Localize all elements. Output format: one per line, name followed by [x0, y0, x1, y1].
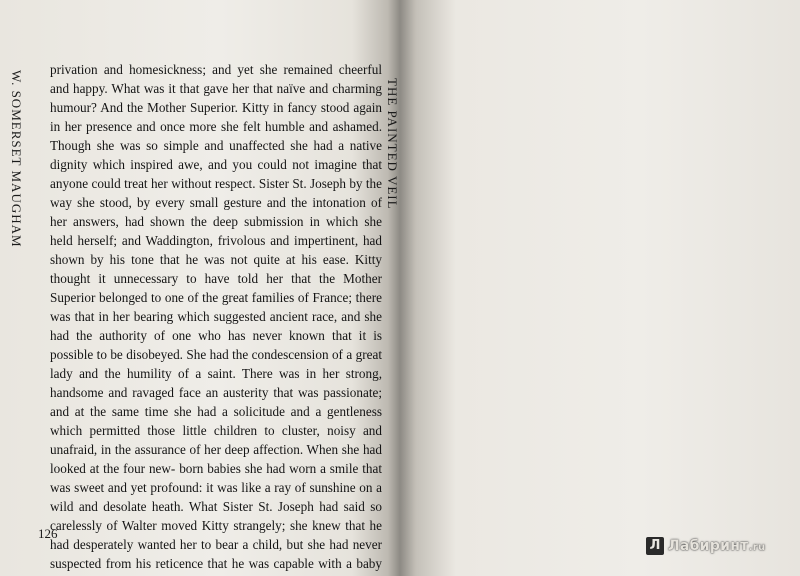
right-running-head: THE PAINTED VEIL: [385, 78, 400, 210]
text-line: charming humour? And the Mother Superior. Kitty in fancy: [50, 81, 382, 115]
left-page-number: 126: [38, 526, 58, 541]
text-line: she had a native dignity which inspired awe, and you could: [50, 138, 382, 172]
text-line: profound: it was like a ray of sunshine on a wild and desolate: [50, 480, 383, 514]
text-line: frivolous and impertinent, had shown by his tone that he: [50, 233, 383, 267]
left-page-text: [50, 60, 382, 576]
text-line: submission in which she held herself; and Waddington,: [50, 214, 383, 248]
text-line: and the intonation of her answers, had shown the deep: [50, 195, 382, 229]
text-line: stood again in her presence and once more she felt humble: [50, 100, 382, 134]
left-paragraph: [50, 60, 382, 576]
right-page: [400, 0, 800, 576]
text-line: privation and homesickness; and yet she remained cheerful: [50, 62, 382, 77]
text-line: the great families of France; there was that in her bearing: [50, 290, 382, 324]
text-line: have told her that the Mother Superior belonged to one of: [50, 271, 382, 305]
watermark-domain: .ru: [748, 542, 766, 553]
text-line: of her deep affection. When she had looked at the four new-: [50, 442, 382, 476]
watermark-text: [668, 538, 765, 554]
text-line: born babies she had worn a smile that was sweet and yet: [50, 461, 383, 495]
left-running-head: W. SOMERSET MAUGHAM: [9, 70, 24, 248]
watermark-logo-icon: Л: [646, 537, 664, 555]
text-line: suspected from his reticence that he was capable with a: [50, 556, 352, 571]
text-line: baby: [356, 556, 382, 571]
text-line: and happy. What was it that gave her that naïve and: [50, 81, 329, 96]
text-line: heath. What Sister St. Joseph had said so carelessly of: [50, 499, 382, 533]
text-line: desperately wanted her to bear a child, but she had never: [73, 537, 382, 552]
text-line: face an austerity that was passionate; and at the same time: [50, 385, 382, 419]
text-line: little children to cluster, noisy and unafraid, in the assurance: [50, 423, 382, 457]
text-line: She had the condescension of a great lady and the humility of: [50, 347, 383, 381]
text-line: not imagine that anyone could treat her without respect.: [50, 157, 383, 191]
text-line: was not quite at his ease. Kitty thought it unnecessary to: [50, 252, 382, 286]
watermark-name: Лабиринт: [668, 538, 749, 554]
text-line: she had a solicitude and a gentleness which permitted those: [50, 404, 382, 438]
text-line: a saint. There was in her strong, handsome and ravaged: [50, 366, 383, 400]
text-line: Sister St. Joseph by the way she stood, by every small gesture: [50, 176, 383, 210]
text-line: Walter moved Kitty strangely; she knew that he had: [50, 518, 382, 552]
text-line: one who has never known that it is possible to be disobeyed.: [50, 328, 383, 362]
text-line: which suggested ancient race, and she had the authority of: [50, 309, 382, 343]
text-line: and ashamed. Though she was so simple and unaffected: [50, 119, 383, 153]
